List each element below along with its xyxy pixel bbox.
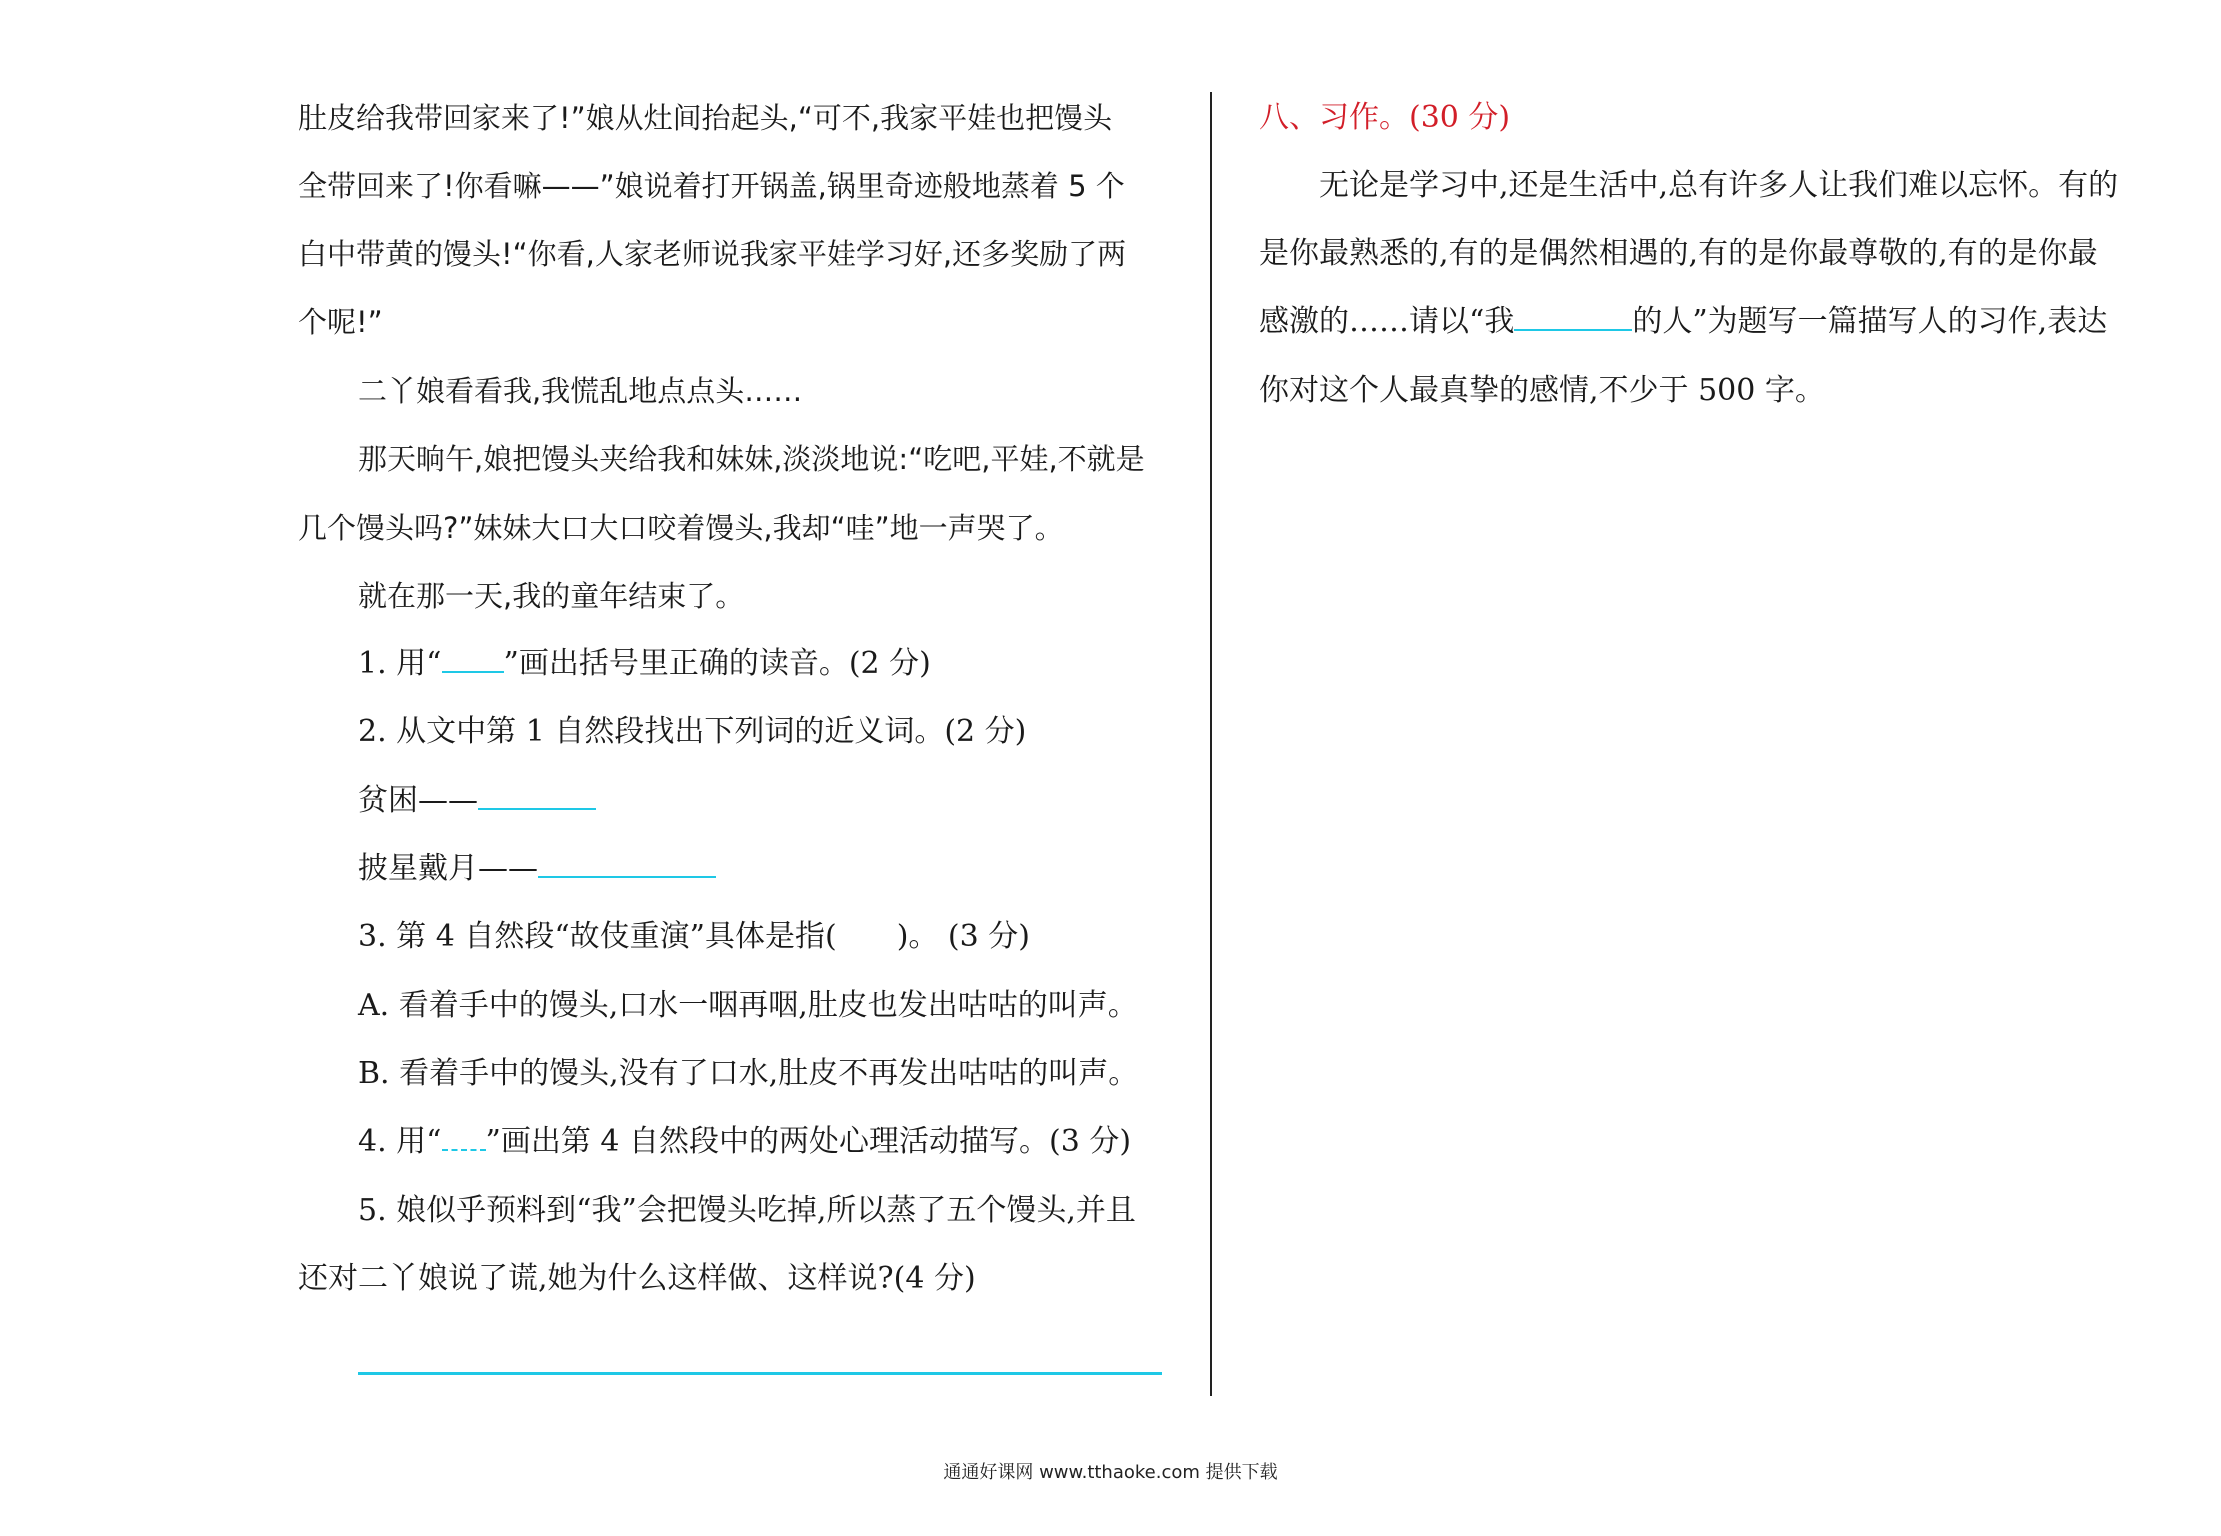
question-2-word-1: 贫困—— xyxy=(358,783,478,818)
answer-blank-1[interactable] xyxy=(478,784,596,810)
question-3: 3. 第 4 自然段“故伎重演”具体是指( )。 (3 分) xyxy=(358,919,1030,954)
prompt-line-3-post: 的人”为题写一篇描写人的习作,表达 xyxy=(1632,304,2108,339)
question-2-item-2 xyxy=(358,849,716,889)
question-3-option-b: B. 看着手中的馒头,没有了口水,肚皮不再发出咕咕的叫声。 xyxy=(358,1056,1139,1091)
passage-line-3: 白中带黄的馒头!“你看,人家老师说我家平娃学习好,还多奖励了两 xyxy=(298,237,1127,271)
question-4 xyxy=(358,1122,1131,1162)
question-2-item-1 xyxy=(358,781,596,821)
title-blank[interactable] xyxy=(1514,305,1632,331)
question-4-pre: 4. 用“ xyxy=(358,1124,442,1159)
prompt-line-4: 你对这个人最真挚的感情,不少于 500 字。 xyxy=(1259,373,1825,408)
passage-line-4: 个呢!” xyxy=(298,305,383,339)
passage-line-7: 几个馒头吗?”妹妹大口大口咬着馒头,我却“哇”地一声哭了。 xyxy=(298,511,1064,545)
question-4-post: ”画出第 4 自然段中的两处心理活动描写。(3 分) xyxy=(485,1124,1132,1159)
dashed-underline-sample xyxy=(442,1125,486,1151)
answer-blank-2[interactable] xyxy=(538,852,716,878)
section-heading: 八、习作。(30 分) xyxy=(1259,100,1511,135)
passage-line-2: 全带回来了!你看嘛——”娘说着打开锅盖,锅里奇迹般地蒸着 5 个 xyxy=(298,169,1125,203)
question-2: 2. 从文中第 1 自然段找出下列词的近义词。(2 分) xyxy=(358,714,1027,749)
passage-line-8: 就在那一天,我的童年结束了。 xyxy=(358,579,745,613)
prompt-line-2: 是你最熟悉的,有的是偶然相遇的,有的是你最尊敬的,有的是你最 xyxy=(1259,236,2098,271)
prompt-line-3 xyxy=(1259,302,2107,342)
column-divider xyxy=(1210,92,1212,1396)
question-5-line-1: 5. 娘似乎预料到“我”会把馒头吃掉,所以蒸了五个馒头,并且 xyxy=(358,1193,1136,1228)
answer-line[interactable] xyxy=(358,1372,1162,1375)
prompt-line-3-pre: 感激的……请以“我 xyxy=(1259,304,1515,339)
passage-line-1: 肚皮给我带回家来了!”娘从灶间抬起头,“可不,我家平娃也把馒头 xyxy=(298,101,1113,135)
underline-sample xyxy=(442,647,504,673)
prompt-line-1: 无论是学习中,还是生活中,总有许多人让我们难以忘怀。有的 xyxy=(1319,168,2119,203)
footer-text: 通通好课网 www.tthaoke.com 提供下载 xyxy=(943,1462,1278,1483)
question-5-line-2: 还对二丫娘说了谎,她为什么这样做、这样说?(4 分) xyxy=(298,1261,976,1296)
passage-line-6: 那天晌午,娘把馒头夹给我和妹妹,淡淡地说:“吃吧,平娃,不就是 xyxy=(358,442,1145,476)
passage-line-5: 二丫娘看看我,我慌乱地点点头…… xyxy=(358,374,803,408)
question-2-word-2: 披星戴月—— xyxy=(358,851,538,886)
question-1-post: ”画出括号里正确的读音。(2 分) xyxy=(503,646,931,681)
question-1-pre: 1. 用“ xyxy=(358,646,442,681)
question-1 xyxy=(358,644,931,684)
question-3-option-a: A. 看着手中的馒头,口水一咽再咽,肚皮也发出咕咕的叫声。 xyxy=(358,988,1138,1023)
